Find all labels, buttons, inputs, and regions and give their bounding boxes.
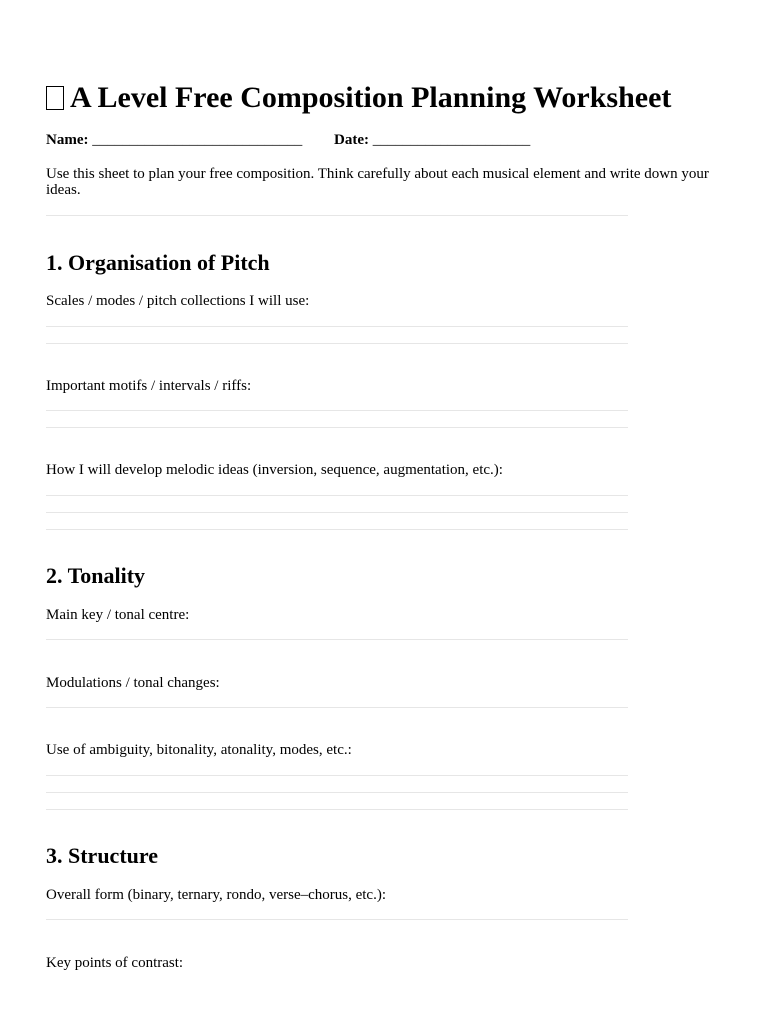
intro-text: Use this sheet to plan your free composition. Think carefully about each musical element and write down your ideas. <box>46 166 709 198</box>
section-heading-structure: 3. Structure <box>46 843 159 868</box>
date-blank[interactable]: _____________________ <box>372 132 531 148</box>
answer-line[interactable] <box>46 410 628 411</box>
name-field[interactable] <box>46 131 302 149</box>
name-label: Name: <box>46 132 89 148</box>
divider <box>46 215 628 216</box>
prompt-contrast: Key points of contrast: <box>46 955 184 971</box>
answer-line[interactable] <box>46 809 628 810</box>
answer-line[interactable] <box>46 775 628 776</box>
date-label: Date: <box>334 132 369 148</box>
section-heading-tonality: 2. Tonality <box>46 563 146 588</box>
date-field[interactable] <box>334 131 530 149</box>
prompt-motifs: Important motifs / intervals / riffs: <box>46 378 252 394</box>
answer-line[interactable] <box>46 707 628 708</box>
prompt-overall-form: Overall form (binary, ternary, rondo, verse–chorus, etc.): <box>46 887 387 903</box>
prompt-modulations: Modulations / tonal changes: <box>46 675 220 691</box>
section-heading-pitch: 1. Organisation of Pitch <box>46 250 270 275</box>
answer-line[interactable] <box>46 343 628 344</box>
page-title-text: A Level Free Composition Planning Worksheet <box>70 81 672 114</box>
answer-line[interactable] <box>46 326 628 327</box>
prompt-scales: Scales / modes / pitch collections I will use: <box>46 293 310 309</box>
answer-line[interactable] <box>46 792 628 793</box>
answer-line[interactable] <box>46 919 628 920</box>
answer-line[interactable] <box>46 427 628 428</box>
answer-line[interactable] <box>46 529 628 530</box>
prompt-ambiguity: Use of ambiguity, bitonality, atonality, modes, etc.: <box>46 742 352 758</box>
prompt-main-key: Main key / tonal centre: <box>46 607 190 623</box>
answer-line[interactable] <box>46 512 628 513</box>
answer-line[interactable] <box>46 639 628 640</box>
prompt-melodic-development: How I will develop melodic ideas (inversion, sequence, augmentation, etc.): <box>46 462 503 478</box>
name-blank[interactable]: ____________________________ <box>92 132 303 148</box>
page-title <box>46 79 671 117</box>
answer-line[interactable] <box>46 495 628 496</box>
missing-glyph-icon <box>46 86 64 110</box>
